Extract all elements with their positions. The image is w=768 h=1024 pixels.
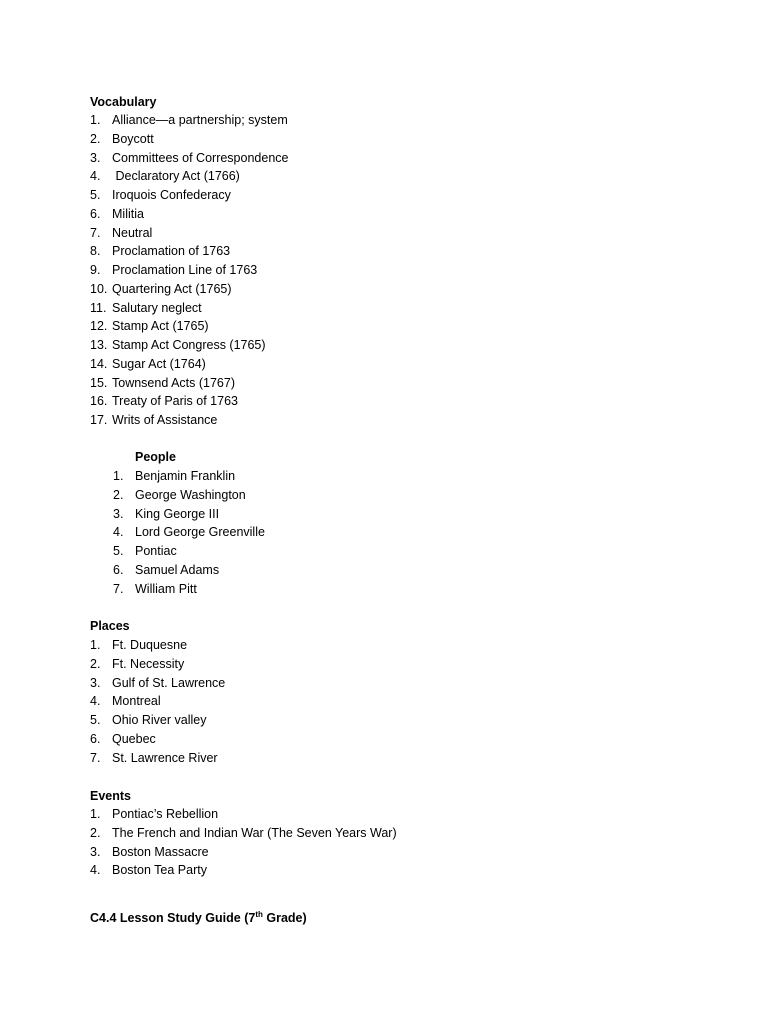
list-item-text: Committees of Correspondence [112, 150, 289, 165]
list-item-number: 6. [90, 731, 101, 746]
list-item [90, 749, 225, 768]
list-item-text: Declaratory Act (1766) [112, 169, 240, 184]
list-item-number: 2. [90, 825, 101, 840]
list-item-number: 5. [90, 188, 101, 202]
list-item [90, 130, 288, 149]
list-item-number: 9. [90, 263, 101, 277]
list-item [113, 542, 265, 561]
list-item-text: Treaty of Paris of 1763 [112, 394, 238, 409]
list-item [90, 824, 397, 843]
events-heading: Events [90, 789, 131, 803]
list-item [113, 523, 265, 542]
list-item-text: Neutral [112, 225, 153, 240]
list-item-text: Ft. Necessity [112, 656, 185, 671]
list-item-number: 11. [90, 300, 107, 315]
list-item-text: Benjamin Franklin [135, 469, 236, 483]
list-item [90, 861, 397, 880]
list-item-number: 4. [113, 525, 124, 540]
list-item-number: 2. [90, 656, 101, 671]
list-item-text: Gulf of St. Lawrence [112, 675, 226, 690]
list-item-number: 4. [90, 694, 101, 709]
list-item [90, 730, 225, 749]
list-item-text: St. Lawrence River [112, 750, 218, 765]
list-item-text: Montreal [112, 694, 161, 709]
list-item-number: 15. [90, 375, 108, 390]
list-item-text: Ohio River valley [112, 713, 207, 727]
list-item-text: Townsend Acts (1767) [112, 375, 235, 390]
list-item [90, 149, 288, 168]
list-item-text: Militia [112, 206, 144, 221]
list-item [90, 392, 288, 411]
list-item [90, 655, 225, 674]
study-guide-title-prefix: C4.4 Lesson Study Guide (7 [90, 911, 256, 925]
list-item [90, 374, 288, 393]
list-item-number: 3. [90, 675, 101, 690]
list-item-text: Pontiac’s Rebellion [112, 807, 219, 821]
list-item [90, 299, 288, 318]
list-item [90, 355, 288, 374]
list-item [90, 224, 288, 243]
list-item-number: 3. [90, 150, 101, 165]
list-item-text: Ft. Duquesne [112, 638, 188, 652]
list-item [90, 336, 288, 355]
list-item-number: 1. [90, 807, 101, 821]
study-guide-title-superscript: th [255, 909, 263, 919]
list-item [90, 280, 288, 299]
list-item-number: 13. [90, 338, 108, 352]
list-item [90, 186, 288, 205]
list-item [113, 505, 265, 524]
list-item [90, 636, 225, 655]
list-item [90, 674, 225, 693]
list-item-number: 5. [90, 713, 101, 727]
list-item-number: 7. [90, 750, 101, 765]
list-item-text: Pontiac [135, 544, 177, 558]
list-item [113, 580, 265, 599]
study-guide-title-suffix: Grade) [262, 911, 307, 925]
list-item-number: 2. [90, 131, 101, 146]
list-item-text: Boston Tea Party [112, 863, 207, 878]
study-guide-title [90, 909, 307, 927]
list-item [90, 711, 225, 730]
list-item-text: The French and Indian War (The Seven Years War) [112, 825, 397, 840]
list-item [90, 242, 288, 261]
list-item-number: 6. [113, 562, 124, 577]
list-item-number: 16. [90, 394, 108, 409]
list-item [113, 486, 265, 505]
list-item-number: 1. [113, 469, 124, 483]
list-item [90, 411, 288, 430]
places-heading: Places [90, 619, 130, 633]
list-item-text: Boycott [112, 131, 154, 146]
list-item [90, 843, 397, 862]
people-list [113, 467, 265, 598]
list-item-text: Writs of Assistance [112, 413, 218, 427]
list-item-text: Proclamation Line of 1763 [112, 263, 258, 277]
list-item-text: Salutary neglect [112, 300, 202, 315]
list-item-number: 4. [90, 169, 101, 184]
list-item-number: 3. [113, 506, 124, 521]
list-item-text: Quartering Act (1765) [112, 281, 232, 296]
vocabulary-heading: Vocabulary [90, 95, 157, 109]
list-item [90, 317, 288, 336]
list-item-text: George Washington [135, 487, 246, 502]
list-item-text: Samuel Adams [135, 562, 220, 577]
list-item-number: 17. [90, 413, 108, 427]
list-item-text: Lord George Greenville [135, 525, 265, 540]
list-item-number: 7. [90, 225, 101, 240]
list-item [113, 561, 265, 580]
list-item-text: King George III [135, 506, 220, 521]
list-item-number: 6. [90, 206, 101, 221]
list-item-number: 8. [90, 244, 101, 259]
events-list [90, 805, 397, 880]
list-item-text: Proclamation of 1763 [112, 244, 231, 259]
list-item-number: 1. [90, 638, 101, 652]
list-item-text: Stamp Act (1765) [112, 319, 209, 334]
list-item-text: Boston Massacre [112, 844, 209, 859]
list-item-text: Stamp Act Congress (1765) [112, 338, 266, 352]
places-list [90, 636, 225, 767]
list-item-number: 10. [90, 281, 108, 296]
people-heading: People [135, 450, 176, 464]
list-item [90, 261, 288, 280]
list-item [90, 205, 288, 224]
list-item-number: 1. [90, 113, 101, 127]
list-item [90, 111, 288, 130]
list-item [90, 805, 397, 824]
list-item-number: 5. [113, 544, 124, 558]
list-item [90, 692, 225, 711]
list-item-text: Iroquois Confederacy [112, 188, 231, 202]
list-item [90, 167, 288, 186]
list-item-number: 7. [113, 581, 124, 596]
list-item-number: 12. [90, 319, 108, 334]
list-item-text: Quebec [112, 731, 156, 746]
list-item-text: Alliance—a partnership; system [112, 113, 288, 127]
vocabulary-list [90, 111, 288, 430]
list-item-number: 3. [90, 844, 101, 859]
list-item-number: 14. [90, 356, 108, 371]
list-item-number: 2. [113, 487, 124, 502]
list-item-text: Sugar Act (1764) [112, 356, 206, 371]
list-item [113, 467, 265, 486]
list-item-number: 4. [90, 863, 101, 878]
list-item-text: William Pitt [135, 581, 197, 596]
